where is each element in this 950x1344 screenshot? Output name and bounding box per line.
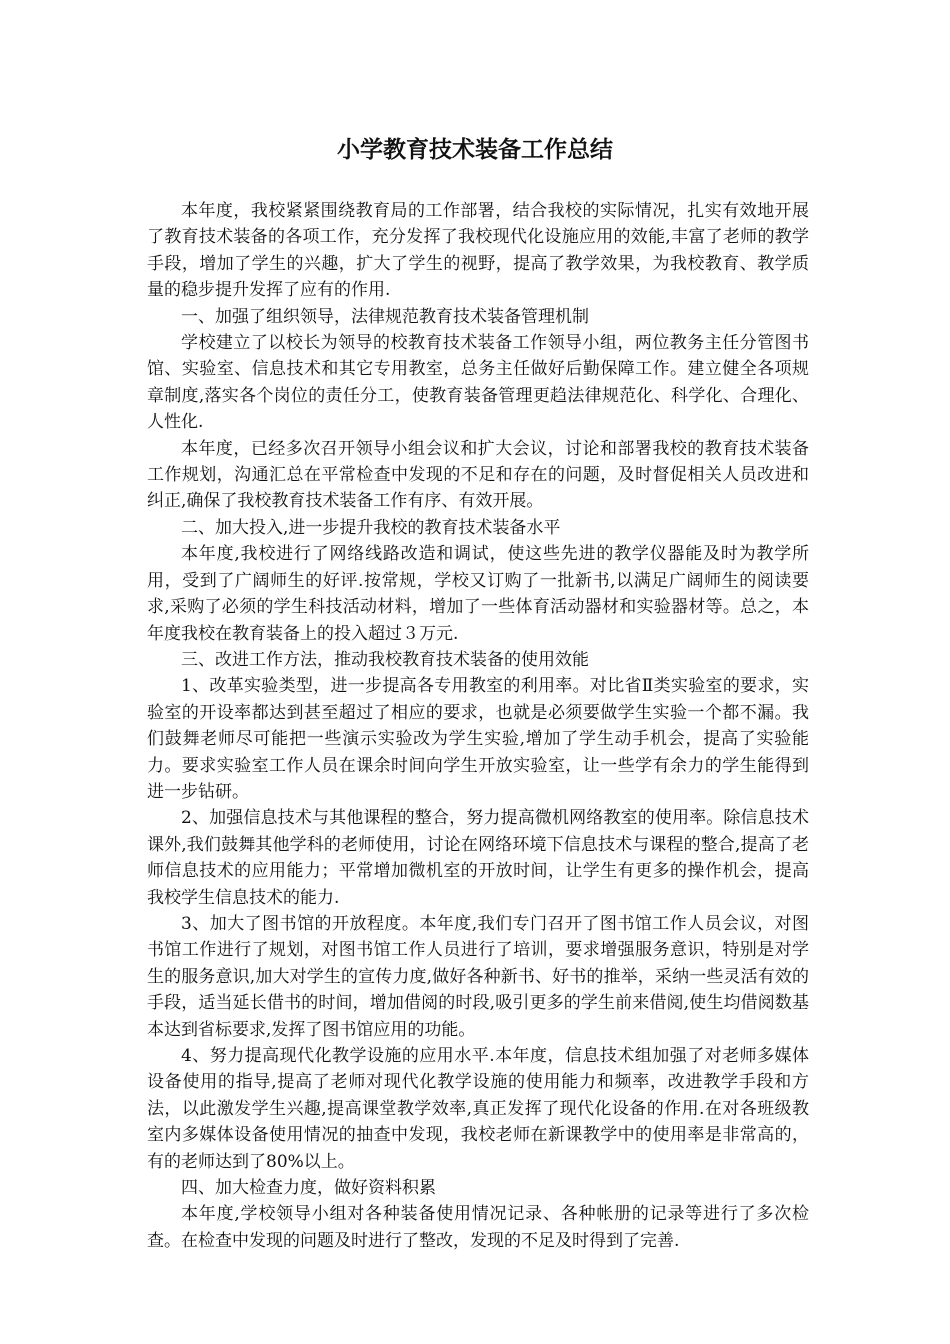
section-heading-4: 四、加大检查力度，做好资料积累: [181, 1178, 436, 1199]
paragraph-intro: 本年度，我校紧紧围绕教育局的工作部署，结合我校的实际情况，扎实有效地开展了教育技术装备的各项工作，充分发挥了我校现代化设施应用的效能,丰富了老师的教学手段，增加了学生的兴趣，扩大了学生的视野，提高了教学效果，为我校教育、教学质量的稳步提升发挥了应有的作用.: [147, 201, 809, 301]
paragraph: 3、加大了图书馆的开放程度。本年度,我们专门召开了图书馆工作人员会议，对图书馆工作进行了规划，对图书馆工作人员进行了培训，要求增强服务意识，特别是对学生的服务意识,加大对学生的宣传力度,做好各种新书、好书的推举，采纳一些灵活有效的手段，适当延长借书的时间，增加借阅的时段,吸引更多的学生前来借阅,使生均借阅数基本达到省标要求,发挥了图书馆应用的功能。: [147, 913, 809, 1040]
paragraph: 2、加强信息技术与其他课程的整合，努力提高微机网络教室的使用率。除信息技术课外,我们鼓舞其他学科的老师使用，讨论在网络环境下信息技术与课程的整合,提高了老师信息技术的应用能力；平常增加微机室的开放时间，让学生有更多的操作机会，提高我校学生信息技术的能力.: [147, 808, 809, 908]
paragraph: 1、改革实验类型，进一步提高各专用教室的利用率。对比省Ⅱ类实验室的要求，实验室的开设率都达到甚至超过了相应的要求，也就是必须要做学生实验一个都不漏。我们鼓舞老师尽可能把一些演示实验改为学生实验,增加了学生动手机会，提高了实验能力。要求实验室工作人员在课余时间向学生开放实验室，让一些学有余力的学生能得到进一步钻研。: [147, 676, 809, 802]
section-heading-1: 一、加强了组织领导，法律规范教育技术装备管理机制: [181, 306, 589, 327]
paragraph: 本年度，已经多次召开领导小组会议和扩大会议，讨论和部署我校的教育技术装备工作规划，沟通汇总在平常检查中发现的不足和存在的问题，及时督促相关人员改进和纠正,确保了我校教育技术装备工作有序、有效开展。: [147, 438, 809, 512]
paragraph: 本年度,我校进行了网络线路改造和调试，使这些先进的教学仪器能及时为教学所用，受到了广阔师生的好评.按常规，学校又订购了一批新书,以满足广阔师生的阅读要求,采购了必须的学生科技活动材料，增加了一些体育活动器材和实验器材等。总之，本年度我校在教育装备上的投入超过３万元.: [147, 544, 809, 644]
paragraph: 本年度,学校领导小组对各种装备使用情况记录、各种帐册的记录等进行了多次检查。在检查中发现的问题及时进行了整改，发现的不足及时得到了完善.: [147, 1204, 809, 1251]
document-title: 小学教育技术装备工作总结: [337, 136, 613, 163]
section-heading-2: 二、加大投入,进一步提升我校的教育技术装备水平: [181, 517, 561, 538]
section-heading-3: 三、改进工作方法，推动我校教育技术装备的使用效能: [181, 649, 589, 670]
paragraph: 学校建立了以校长为领导的校教育技术装备工作领导小组，两位教务主任分管图书馆、实验室、信息技术和其它专用教室，总务主任做好后勤保障工作。建立健全各项规章制度,落实各个岗位的责任分工，使教育装备管理更趋法律规范化、科学化、合理化、人性化.: [147, 333, 809, 433]
document-body: [147, 198, 809, 1254]
paragraph: 4、努力提高现代化教学设施的应用水平.本年度，信息技术组加强了对老师多媒体设备使用的指导,提高了老师对现代化教学设施的使用能力和频率，改进教学手段和方法，以此激发学生兴趣,提高课堂教学效率,真正发挥了现代化设备的作用.在对各班级教室内多媒体设备使用情况的抽查中发现，我校老师在新课教学中的使用率是非常高的，有的老师达到了80%以上。: [147, 1046, 809, 1172]
